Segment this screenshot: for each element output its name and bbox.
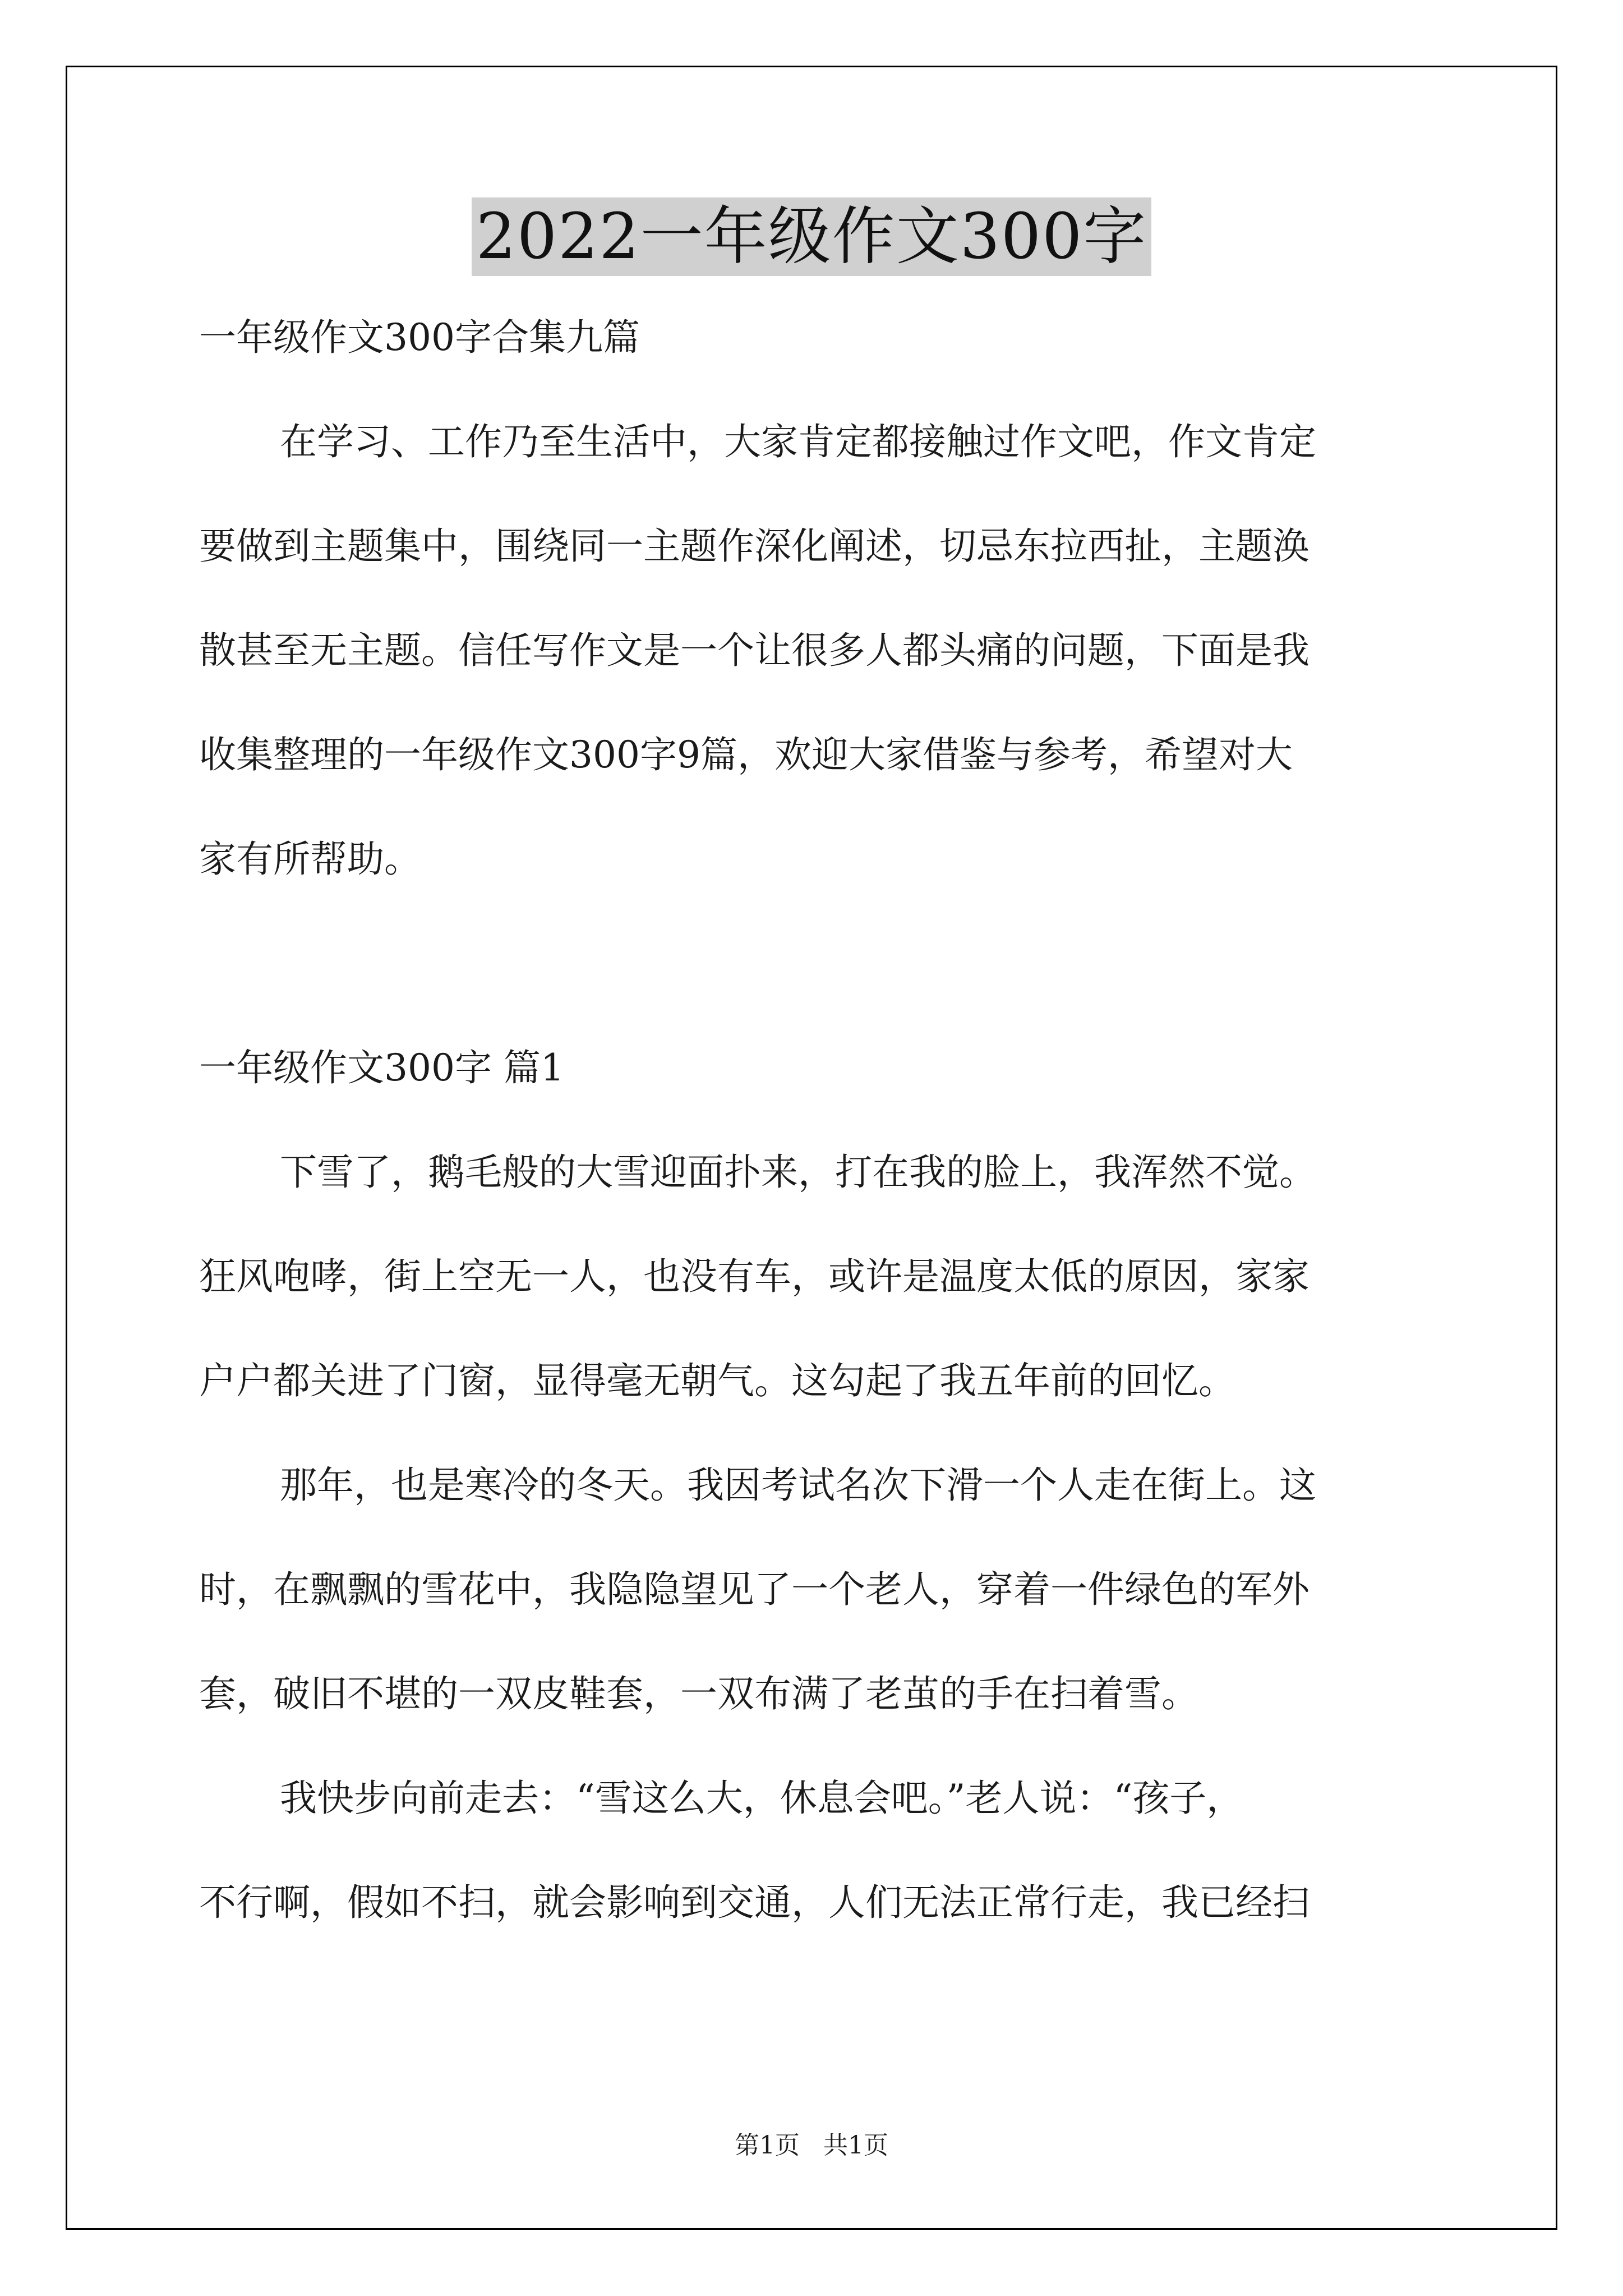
section-heading: 一年级作文300字 篇1: [199, 1046, 564, 1089]
body-paragraph: [199, 1772, 1427, 1929]
spacer: [199, 1094, 1427, 1146]
intro-line: 要做到主题集中，围绕同一主题作深化阐述，切忌东拉西扯，主题涣: [199, 524, 1310, 568]
spacer: [199, 885, 1427, 1042]
paragraph-line: 下雪了，鹅毛般的大雪迎面扑来，打在我的脸上，我浑然不觉。: [280, 1151, 1316, 1194]
body-paragraph: [199, 1459, 1427, 1720]
intro-line: 家有所帮助。: [199, 838, 421, 881]
spacer: [199, 1407, 1427, 1459]
intro-line: 收集整理的一年级作文300字9篇，欢迎大家借鉴与参考，希望对大: [199, 733, 1293, 776]
paragraph-line: 套，破旧不堪的一双皮鞋套，一双布满了老茧的手在扫着雪。: [199, 1672, 1198, 1715]
paragraph-line: 那年，也是寒冷的冬天。我因考试名次下滑一个人走在街上。这: [280, 1464, 1316, 1507]
intro-line: 在学习、工作乃至生活中，大家肯定都接触过作文吧，作文肯定: [280, 420, 1316, 463]
page-total: 共1页: [823, 2131, 888, 2160]
paragraph-line: 狂风咆哮，街上空无一人，也没有车，或许是温度太低的原因，家家: [199, 1255, 1310, 1298]
intro-paragraph: [199, 416, 1427, 885]
document-body: [199, 311, 1427, 1929]
page-number: 第1页: [735, 2131, 800, 2160]
paragraph-line: 我快步向前走去：“雪这么大，休息会吧。”老人说：“孩子，: [280, 1777, 1244, 1820]
intro-line: 散甚至无主题。信任写作文是一个让很多人都头痛的问题，下面是我: [199, 629, 1310, 672]
paragraph-line: 户户都关进了门窗，显得毫无朝气。这勾起了我五年前的回忆。: [199, 1359, 1235, 1402]
body-paragraph: [199, 1146, 1427, 1407]
spacer: [199, 364, 1427, 416]
document-title: 2022一年级作文300字: [472, 197, 1152, 276]
title-container: [0, 197, 1623, 276]
paragraph-line: 时，在飘飘的雪花中，我隐隐望见了一个老人，穿着一件绿色的军外: [199, 1568, 1310, 1611]
page-footer: [0, 2129, 1623, 2162]
paragraph-line: 不行啊，假如不扫，就会影响到交通，人们无法正常行走，我已经扫: [199, 1881, 1310, 1924]
collection-subtitle: 一年级作文300字合集九篇: [199, 316, 640, 359]
spacer: [199, 1720, 1427, 1772]
